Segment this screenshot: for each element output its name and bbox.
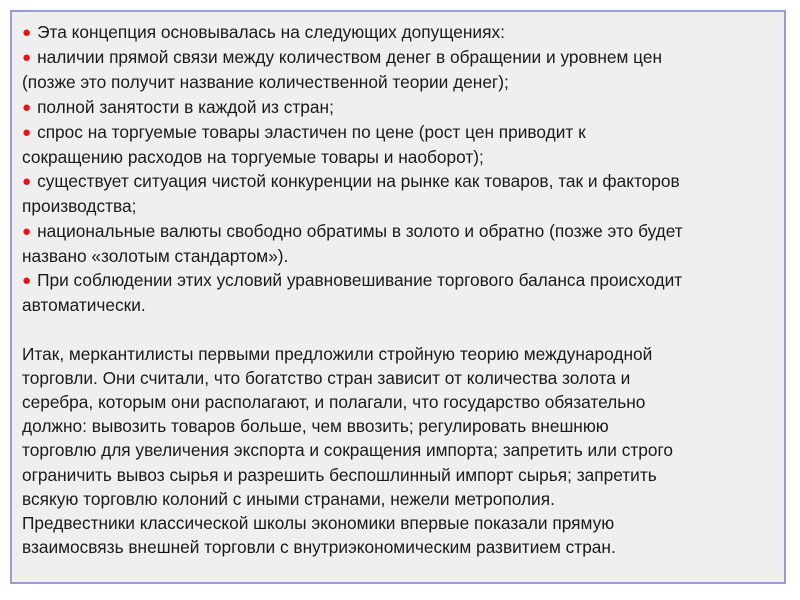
paragraph-line: Итак, меркантилисты первыми предложили стройную теорию международной (22, 343, 653, 364)
conclusion-paragraph (22, 342, 774, 560)
bullet-line (22, 145, 774, 169)
bullet-text: национальные валюты свободно обратимы в золото и обратно (позже это будет (37, 220, 683, 241)
bullet-line (22, 219, 774, 244)
bullet-line (22, 95, 774, 120)
paragraph-line: торговли. Они считали, что богатство стран зависит от количества золота и (22, 367, 631, 388)
paragraph-line: торговлю для увеличения экспорта и сокращения импорта; запретить или строго (22, 440, 674, 461)
assumptions-list (22, 20, 774, 317)
bullet-line (22, 268, 774, 293)
bullet-text: наличии прямой связи между количеством денег в обращении и уровнем цен (37, 47, 663, 68)
bullet-dot-icon: ● (22, 173, 32, 191)
bullet-item (22, 169, 774, 218)
bullet-item (22, 95, 774, 120)
bullet-text: производства; (22, 196, 137, 217)
bullet-line (22, 20, 774, 45)
paragraph-line: серебра, которым они располагают, и полагали, что государство обязательно (22, 392, 646, 413)
bullet-text: Эта концепция основывалась на следующих допущениях: (37, 22, 505, 42)
bullet-dot-icon: ● (22, 123, 32, 141)
bullet-text: существует ситуация чистой конкуренции на рынке как товаров, так и факторов (37, 171, 680, 192)
paragraph-line: должно: вывозить товаров больше, чем ввозить; регулировать внешнюю (22, 416, 609, 437)
bullet-text: названо «золотым стандартом»). (22, 245, 289, 266)
bullet-dot-icon: ● (22, 49, 32, 67)
bullet-line (22, 244, 774, 268)
bullet-item (22, 120, 774, 169)
bullet-item (22, 20, 774, 45)
paragraph-line: взаимосвязь внешней торговли с внутриэкономическим развитием стран. (22, 537, 616, 558)
bullet-line (22, 70, 774, 94)
bullet-text: полной занятости в каждой из стран; (37, 96, 334, 117)
bullet-dot-icon: ● (22, 98, 32, 116)
bullet-text: сокращению расходов на торгуемые товары и наоборот); (22, 147, 484, 168)
bullet-text: спрос на торгуемые товары эластичен по цене (рост цен приводит к (37, 121, 586, 142)
paragraph-line: ограничить вывоз сырья и разрешить беспошлинный импорт сырья; запретить (22, 464, 657, 485)
bullet-item (22, 219, 774, 268)
paragraph-gap (22, 317, 774, 341)
slide-content-box (10, 10, 786, 584)
bullet-dot-icon: ● (22, 222, 32, 240)
bullet-line (22, 293, 774, 317)
paragraph-line: Предвестники классической школы экономики впервые показали прямую (22, 513, 615, 534)
bullet-dot-icon: ● (22, 272, 32, 290)
bullet-item (22, 268, 774, 317)
bullet-text: При соблюдении этих условий уравновешивание торгового баланса происходит (37, 270, 683, 291)
bullet-item (22, 45, 774, 94)
bullet-dot-icon: ● (22, 24, 32, 41)
bullet-line (22, 194, 774, 218)
bullet-line (22, 169, 774, 194)
bullet-text: (позже это получит название количественной теории денег); (22, 72, 509, 93)
bullet-line (22, 45, 774, 70)
bullet-text: автоматически. (22, 295, 146, 316)
paragraph-line: всякую торговлю колоний с иными странами, нежели метрополия. (22, 488, 555, 509)
bullet-line (22, 120, 774, 145)
